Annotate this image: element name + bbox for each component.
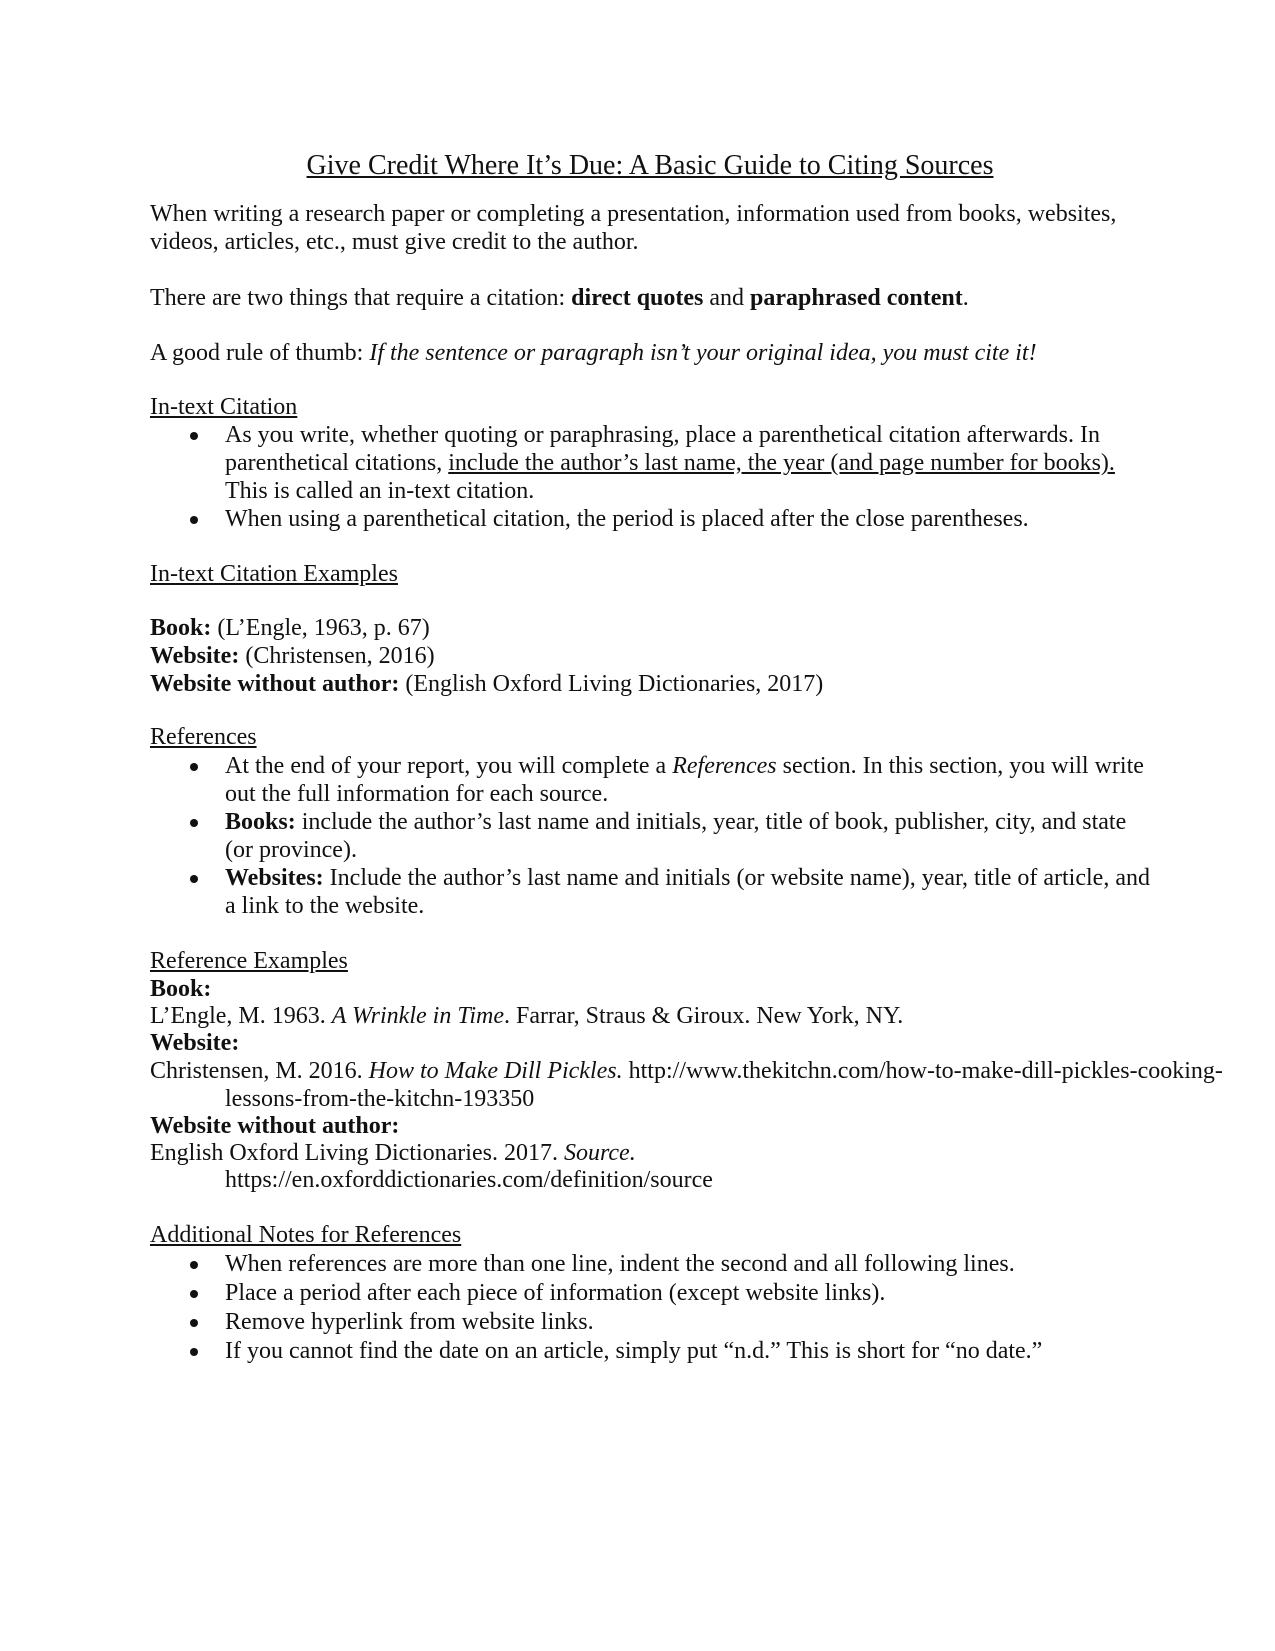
intro-paragraph: When writing a research paper or completing a presentation, information used from books, websites, videos, articles, etc., must give credit to the author.: [150, 201, 1117, 255]
two-things-end: .: [962, 285, 969, 311]
books-text: include the author’s last name and initials, year, title of book, publisher, city, and state (or province).: [225, 809, 1127, 863]
wna-ref-title: Source.: [563, 1140, 636, 1166]
websites-label: Websites:: [225, 865, 324, 891]
book-label: Book:: [150, 976, 212, 1002]
intext-b1-pre: As you write, whether quoting or paraphrasing, place a parenthetical citation afterwards. In parenthetical citations,: [225, 422, 1101, 476]
books-label: Books:: [225, 809, 296, 835]
direct-quotes-term: direct quotes: [571, 285, 704, 311]
reference-examples-heading: Reference Examples: [150, 948, 348, 974]
website-no-author-citation: (English Oxford Living Dictionaries, 2017): [399, 671, 824, 697]
wna-ref-url: https://en.oxforddictionaries.com/definition/source: [225, 1167, 713, 1193]
list-item: [150, 864, 1150, 920]
rule-italic: If the sentence or paragraph isn’t your original idea, you must cite it!: [369, 340, 1037, 366]
book-ref-post: . Farrar, Straus & Giroux. New York, NY.: [504, 1003, 904, 1029]
two-things-mid: and: [703, 285, 751, 311]
ref-b1-pre: At the end of your report, you will complete a: [225, 753, 673, 779]
ref-b1-italic: References: [672, 753, 777, 779]
list-item: [150, 752, 1150, 808]
ref-example-website: [150, 1057, 1225, 1113]
intext-list: [150, 421, 1150, 533]
book-label: Book:: [150, 615, 212, 641]
intext-b1-underlined: include the author’s last name, the year (and page number for books).: [448, 450, 1115, 476]
websites-text: Include the author’s last name and initials (or website name), year, title of article, and a link to the website.: [225, 865, 1150, 919]
page-title: Give Credit Where It’s Due: A Basic Guide to Citing Sources: [306, 150, 994, 181]
ref-b1-post: section. In this section, you will write out the full information for each source.: [225, 753, 1144, 807]
ref-example-book: [150, 1002, 1225, 1030]
intext-example-website: [150, 642, 1150, 670]
two-things-paragraph: [150, 284, 1150, 312]
book-ref-title: A Wrinkle in Time: [331, 1003, 504, 1029]
web-ref-title: How to Make Dill Pickles.: [368, 1058, 623, 1084]
intext-b1-post: This is called an in-text citation.: [225, 450, 1127, 504]
intext-example-book: [150, 614, 1150, 642]
rule-lead: A good rule of thumb:: [150, 340, 370, 366]
references-heading: References: [150, 724, 257, 750]
list-item: [150, 421, 1150, 505]
references-list: [150, 752, 1150, 920]
website-no-author-label: Website without author:: [150, 671, 400, 697]
list-item: Place a period after each piece of information (except website links).: [150, 1279, 1150, 1307]
website-citation: (Christensen, 2016): [239, 643, 435, 669]
ref-example-website-label: [150, 1029, 1150, 1057]
two-things-lead: There are two things that require a citation:: [150, 285, 572, 311]
web-ref-pre: Christensen, M. 2016.: [150, 1058, 369, 1084]
ref-example-wna: [150, 1139, 1150, 1167]
list-item: Remove hyperlink from website links.: [150, 1308, 1150, 1336]
ref-example-book-label: [150, 975, 1150, 1003]
wna-ref-pre: English Oxford Living Dictionaries. 2017.: [150, 1140, 564, 1166]
intext-examples-heading: In-text Citation Examples: [150, 561, 398, 587]
rule-of-thumb: [150, 339, 1150, 367]
website-label: Website:: [150, 1030, 240, 1056]
paraphrased-term: paraphrased content: [750, 285, 963, 311]
ref-example-wna-label: [150, 1112, 1150, 1140]
list-item: When references are more than one line, indent the second and all following lines.: [150, 1250, 1150, 1278]
intext-example-website-no-author: [150, 670, 1150, 698]
notes-heading: Additional Notes for References: [150, 1222, 462, 1248]
intext-heading: In-text Citation: [150, 394, 298, 420]
list-item: [150, 808, 1150, 864]
book-citation: (L’Engle, 1963, p. 67): [211, 615, 430, 641]
book-ref-pre: L’Engle, M. 1963.: [150, 1003, 332, 1029]
web-ref-url: http://www.thekitchn.com/how-to-make-dill-pickles-cooking-lessons-from-the-kitchn-193350: [225, 1058, 1223, 1112]
list-item: When using a parenthetical citation, the period is placed after the close parentheses.: [150, 505, 1150, 533]
website-no-author-label: Website without author:: [150, 1113, 400, 1139]
list-item: If you cannot find the date on an article, simply put “n.d.” This is short for “no date.”: [150, 1337, 1150, 1365]
notes-list: [150, 1250, 1150, 1365]
website-label: Website:: [150, 643, 240, 669]
